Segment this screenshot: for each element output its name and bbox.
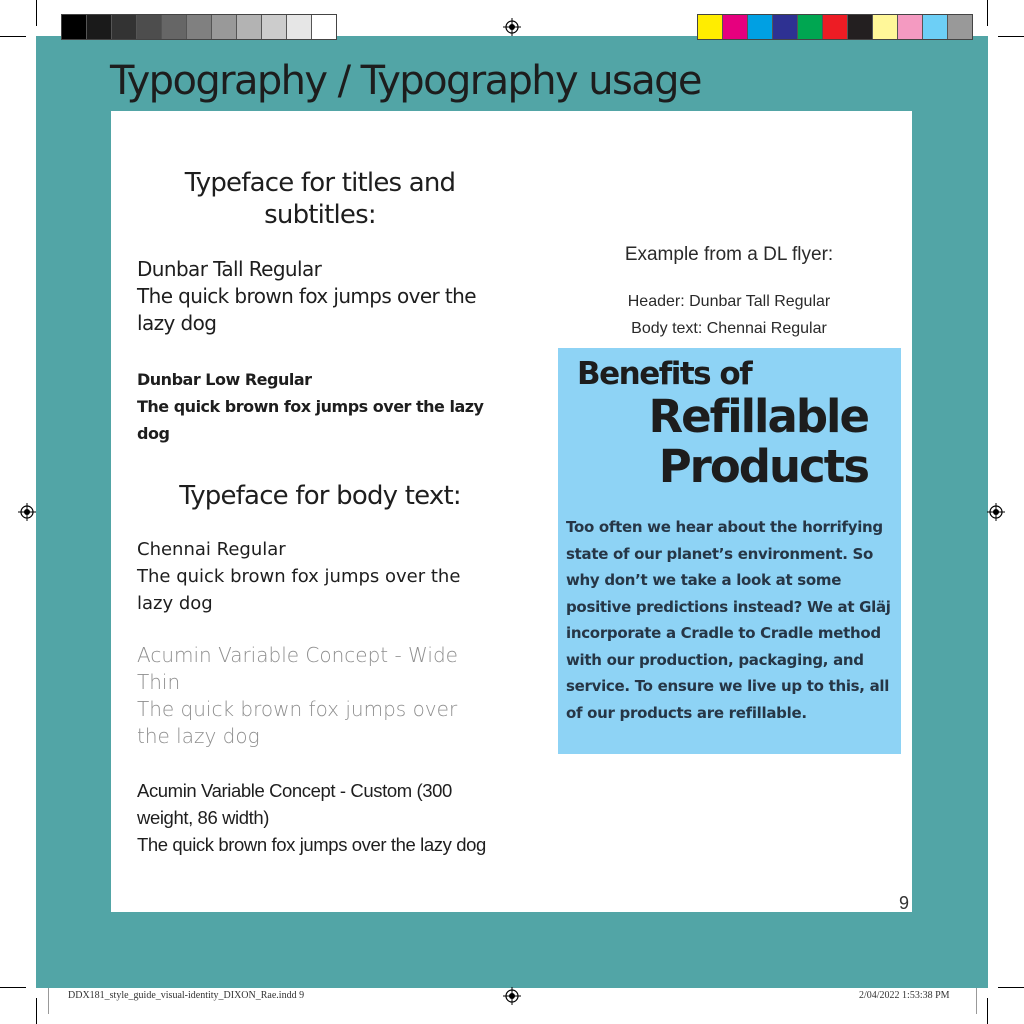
- font-name: Acumin Variable Concept - Wide Thin: [137, 643, 458, 694]
- font-sample-text: The quick brown fox jumps over the lazy dog: [137, 284, 476, 335]
- font-name: Dunbar Low Regular: [137, 370, 312, 389]
- font-sample-chennai: [137, 536, 487, 617]
- cmyk-swatch: [698, 15, 723, 39]
- example-heading: Example from a DL flyer:: [624, 244, 834, 265]
- font-sample-text: The quick brown fox jumps over the lazy dog: [137, 397, 484, 443]
- crop-mark: [0, 987, 26, 988]
- registration-mark-icon: [503, 18, 521, 36]
- font-name: Acumin Variable Concept - Custom (300 weight, 86 width): [137, 780, 452, 828]
- font-sample-text: The quick brown fox jumps over the lazy dog: [137, 566, 461, 614]
- cmyk-swatch: [723, 15, 748, 39]
- crop-mark: [987, 0, 988, 26]
- flyer-title-line-1: Benefits of: [577, 356, 752, 392]
- font-sample-acumin-thin: [137, 642, 492, 750]
- page-number: 9: [899, 893, 910, 913]
- crop-mark: [976, 988, 977, 1014]
- font-sample-text: The quick brown fox jumps over the lazy dog: [137, 834, 486, 855]
- registration-mark-icon: [503, 987, 521, 1005]
- registration-mark-icon: [18, 503, 36, 521]
- grayscale-swatch: [237, 15, 262, 39]
- header-font-note: Header: Dunbar Tall Regular: [627, 293, 831, 310]
- cmyk-swatch: [823, 15, 848, 39]
- font-sample-dunbar-tall: [137, 256, 497, 337]
- crop-mark: [36, 0, 37, 26]
- grayscale-swatch: [112, 15, 137, 39]
- grayscale-swatch: [312, 15, 336, 39]
- font-sample-acumin-custom: [137, 777, 497, 858]
- page-title: Typography / Typography usage: [110, 58, 701, 104]
- grayscale-swatch: [287, 15, 312, 39]
- dl-flyer-example: [558, 348, 901, 754]
- example-font-notes: [588, 288, 870, 342]
- crop-mark: [987, 998, 988, 1024]
- titles-section-heading: Typeface for titles and subtitles:: [184, 168, 456, 230]
- slug-timestamp: 2/04/2022 1:53:38 PM: [859, 990, 950, 1001]
- cmyk-swatch: [848, 15, 873, 39]
- grayscale-swatch: [187, 15, 212, 39]
- font-sample-text: The quick brown fox jumps over the lazy dog: [137, 697, 458, 748]
- crop-mark: [998, 36, 1024, 37]
- crop-mark: [36, 998, 37, 1024]
- grayscale-swatch: [212, 15, 237, 39]
- flyer-title-line-3: Products: [658, 440, 868, 493]
- registration-mark-icon: [987, 503, 1005, 521]
- font-name: Chennai Regular: [137, 539, 286, 560]
- font-name: Dunbar Tall Regular: [137, 257, 322, 281]
- cmyk-swatch: [798, 15, 823, 39]
- crop-mark: [48, 988, 49, 1014]
- crop-mark: [0, 36, 26, 37]
- grayscale-color-bar: [61, 14, 337, 40]
- flyer-body-text: Too often we hear about the horrifying state of our planet’s environment. So why don’t we take a look at some positive predictions instead? We at Gläj incorporate a Cradle to Cradle method with our production, packaging, and service. To ensure we live up to this, all of our products are refillable.: [566, 518, 891, 722]
- cmyk-swatch: [898, 15, 923, 39]
- cmyk-swatch: [923, 15, 948, 39]
- grayscale-swatch: [137, 15, 162, 39]
- cmyk-swatch: [873, 15, 898, 39]
- grayscale-swatch: [87, 15, 112, 39]
- flyer-title-line-2: Refillable: [648, 390, 868, 443]
- grayscale-swatch: [62, 15, 87, 39]
- grayscale-swatch: [262, 15, 287, 39]
- cmyk-swatch: [748, 15, 773, 39]
- cmyk-swatch: [773, 15, 798, 39]
- crop-mark: [998, 987, 1024, 988]
- font-sample-dunbar-low: [137, 366, 517, 447]
- cmyk-swatch: [948, 15, 972, 39]
- body-section-heading: Typeface for body text:: [179, 481, 461, 511]
- slug-file-info: DDX181_style_guide_visual-identity_DIXON_Rae.indd 9: [68, 990, 305, 1001]
- cmyk-color-bar: [697, 14, 973, 40]
- body-font-note: Body text: Chennai Regular: [631, 320, 827, 337]
- grayscale-swatch: [162, 15, 187, 39]
